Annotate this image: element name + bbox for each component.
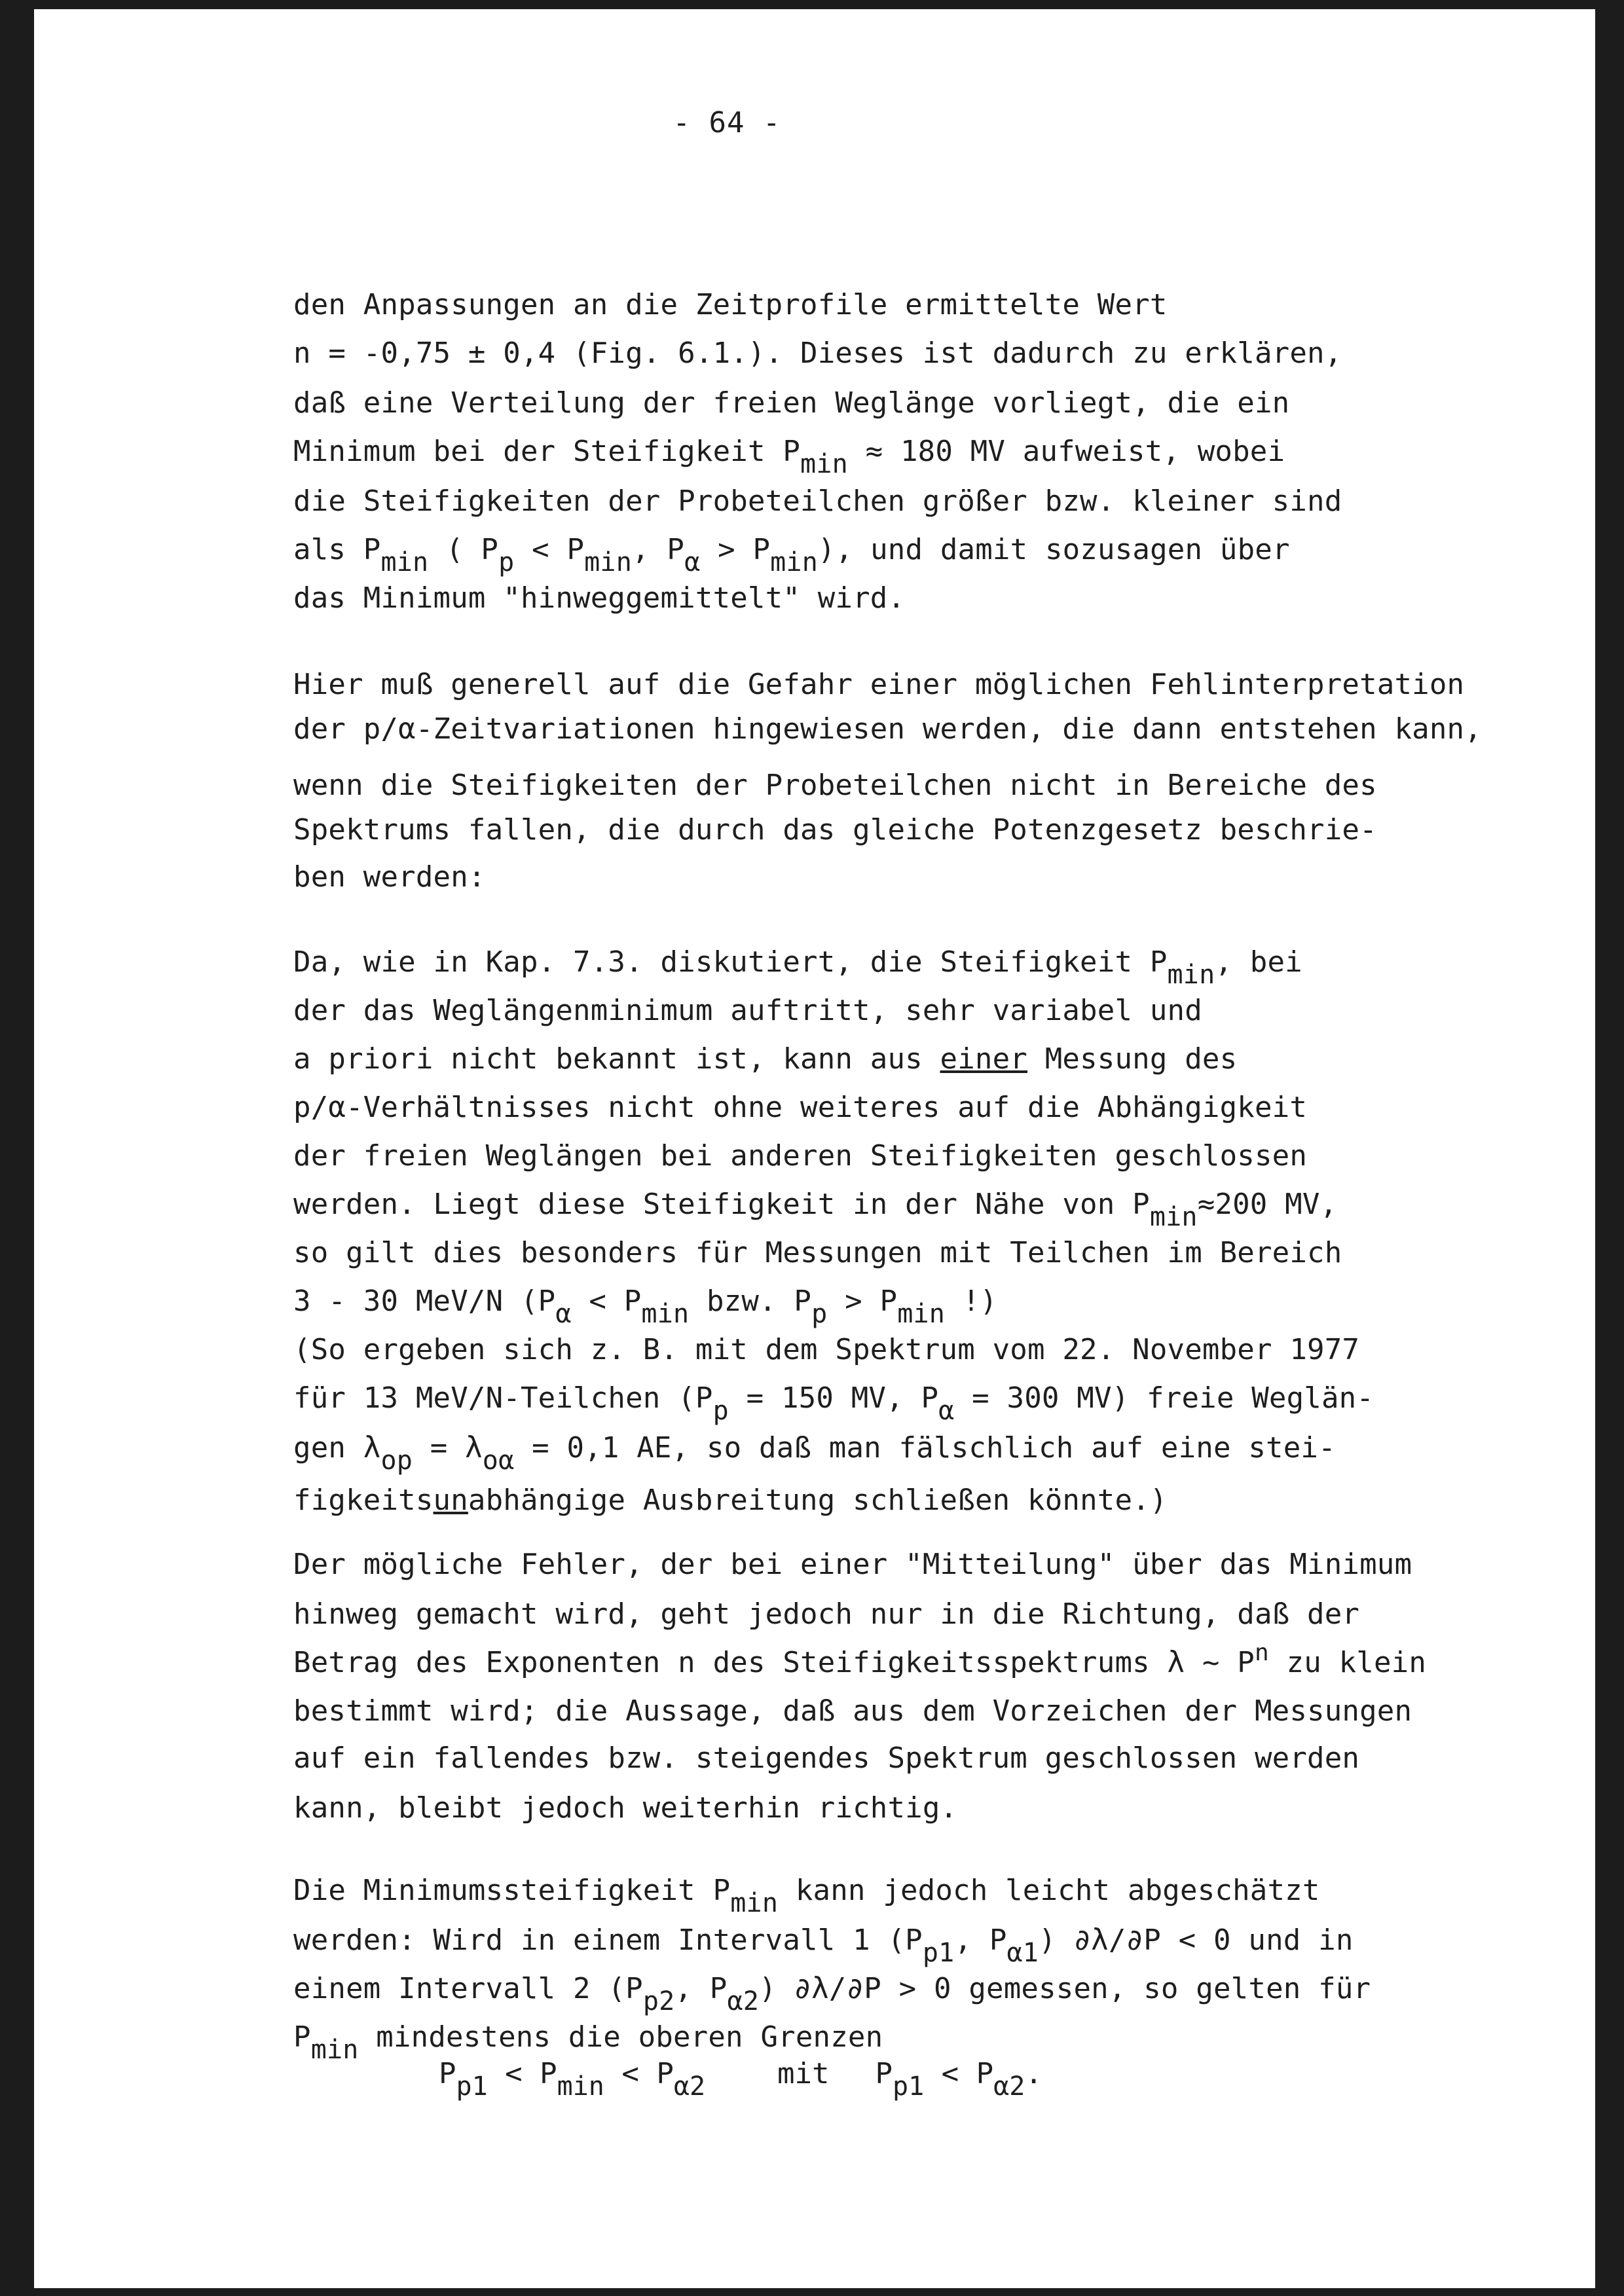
text-line: figkeitsunabhängige Ausbreitung schließen könnte.) [293,1484,1168,1517]
scan-border-top [0,0,1624,9]
text-line: a priori nicht bekannt ist, kann aus einer Messung des [293,1042,1238,1076]
text-line: bestimmt wird; die Aussage, daß aus dem Vorzeichen der Messungen [293,1694,1412,1728]
text-line: n = -0,75 ± 0,4 (Fig. 6.1.). Dieses ist dadurch zu erklären, [293,337,1342,370]
text-line: Minimum bei der Steifigkeit Pmin ≈ 180 MV aufweist, wobei [293,435,1285,479]
text-line: Der mögliche Fehler, der bei einer "Mitteilung" über das Minimum [293,1548,1412,1581]
text-line: p/α-Verhältnisses nicht ohne weiteres auf die Abhängigkeit [293,1091,1308,1124]
text-line: Betrag des Exponenten n des Steifigkeitsspektrums λ ~ $P^n$ zu klein [293,1639,1427,1679]
text-line: der p/α-Zeitvariationen hingewiesen werden, die dann entstehen kann, [293,712,1482,746]
text-line: hinweg gemacht wird, geht jedoch nur in die Richtung, daß der [293,1597,1360,1631]
text-line: als Pmin ( Pp < Pmin, Pα > Pmin), und damit sozusagen über [293,533,1290,577]
inequality-formula: Pp1 < Pmin < Pα2 mit Pp1 < Pα2. [439,2057,1043,2102]
text-line: Spektrums fallen, die durch das gleiche Potenzgesetz beschrie- [293,813,1377,847]
text-line: werden: Wird in einem Intervall 1 (Pp1, Pα1) ∂λ/∂P < 0 und in [293,1923,1354,1968]
scan-border-right [1595,0,1624,2296]
text-line: (So ergeben sich z. B. mit dem Spektrum vom 22. November 1977 [293,1333,1360,1366]
text-line: 3 - 30 MeV/N (Pα < Pmin bzw. Pp > Pmin !) [293,1285,998,1329]
text-line: Hier muß generell auf die Gefahr einer möglichen Fehlinterpretation [293,668,1465,701]
text-line: so gilt dies besonders für Messungen mit Teilchen im Bereich [293,1236,1342,1269]
text-line: für 13 MeV/N-Teilchen (Pp = 150 MV, Pα = 300 MV) freie Weglän- [293,1381,1375,1426]
text-line: der freien Weglängen bei anderen Steifigkeiten geschlossen [293,1139,1308,1173]
text-line: kann, bleibt jedoch weiterhin richtig. [293,1791,958,1825]
text-line: wenn die Steifigkeiten der Probeteilchen nicht in Bereiche des [293,769,1377,802]
text-line: die Steifigkeiten der Probeteilchen größer bzw. kleiner sind [293,484,1342,518]
text-line: daß eine Verteilung der freien Weglänge vorliegt, die ein [293,386,1290,420]
text-line: Die Minimumssteifigkeit Pmin kann jedoch leicht abgeschätzt [293,1874,1320,1918]
text-line: der das Weglängenminimum auftritt, sehr variabel und [293,994,1202,1027]
text-line: gen λop = λoα = 0,1 AE, so daß man fälschlich auf eine stei- [293,1431,1336,1476]
text-line: ben werden: [293,860,486,894]
text-line: Pmin mindestens die oberen Grenzen [293,2020,883,2065]
scan-border-bottom [0,2288,1624,2296]
text-line: Da, wie in Kap. 7.3. diskutiert, die Steifigkeit Pmin, bei [293,945,1302,990]
text-line: das Minimum "hinweggemittelt" wird. [293,581,906,615]
text-line: auf ein fallendes bzw. steigendes Spektrum geschlossen werden [293,1741,1360,1775]
text-line: werden. Liegt diese Steifigkeit in der Nähe von Pmin≈200 MV, [293,1188,1338,1232]
scan-border-left [0,0,34,2296]
text-line: den Anpassungen an die Zeitprofile ermittelte Wert [293,288,1168,321]
text-line: einem Intervall 2 (Pp2, Pα2) ∂λ/∂P > 0 gemessen, so gelten für [293,1972,1371,2016]
page-number: - 64 - [673,106,781,139]
